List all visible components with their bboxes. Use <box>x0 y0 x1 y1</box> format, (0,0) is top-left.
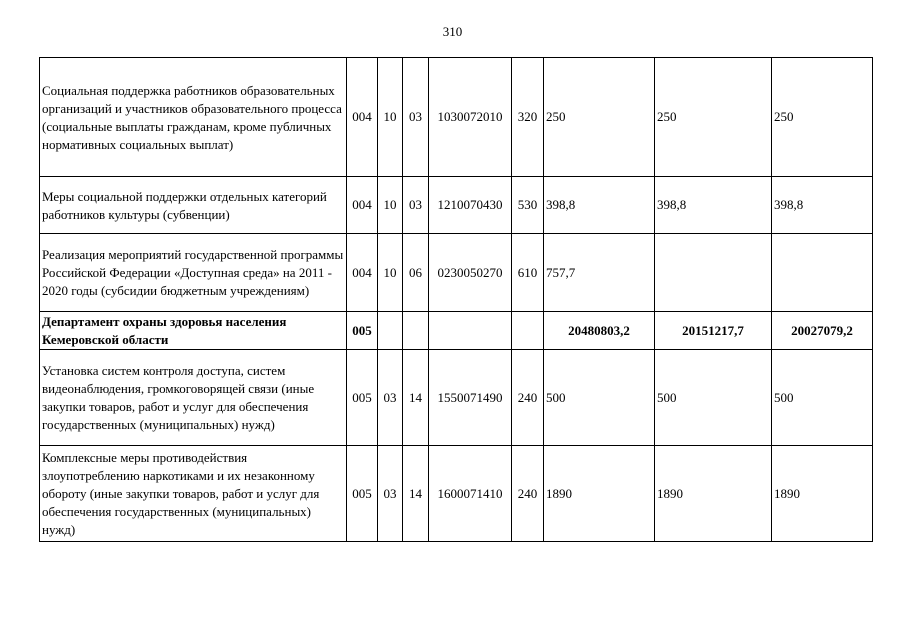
table-row <box>40 446 873 542</box>
section-code: 10 <box>378 58 403 177</box>
row-name: Комплексные меры противодействия злоупотреблению наркотиками и их незаконному обороту (иные закупки товаров, работ и услуг для обеспечения государственных (муниципальных) нужд) <box>40 446 347 542</box>
expense-type-code <box>512 312 544 350</box>
table-row <box>40 177 873 234</box>
table-row <box>40 58 873 177</box>
table-row-department <box>40 312 873 350</box>
target-article-code: 1600071410 <box>429 446 512 542</box>
section-code: 10 <box>378 234 403 312</box>
ministry-code: 005 <box>347 350 378 446</box>
expense-type-code: 610 <box>512 234 544 312</box>
amount-year-3: 1890 <box>772 446 873 542</box>
subsection-code: 03 <box>403 58 429 177</box>
target-article-code <box>429 312 512 350</box>
amount-year-1: 757,7 <box>544 234 655 312</box>
target-article-code: 1550071490 <box>429 350 512 446</box>
budget-table <box>39 57 873 542</box>
expense-type-code: 530 <box>512 177 544 234</box>
amount-year-3: 250 <box>772 58 873 177</box>
amount-year-1: 500 <box>544 350 655 446</box>
table-row <box>40 234 873 312</box>
amount-year-1: 1890 <box>544 446 655 542</box>
amount-year-2: 1890 <box>655 446 772 542</box>
ministry-code: 004 <box>347 234 378 312</box>
row-name: Меры социальной поддержки отдельных категорий работников культуры (субвенции) <box>40 177 347 234</box>
amount-year-3: 500 <box>772 350 873 446</box>
row-name: Установка систем контроля доступа, систем видеонаблюдения, громкоговорящей связи (иные закупки товаров, работ и услуг для обеспечения государственных (муниципальных) нужд) <box>40 350 347 446</box>
ministry-code: 004 <box>347 177 378 234</box>
amount-year-2: 398,8 <box>655 177 772 234</box>
section-code: 03 <box>378 350 403 446</box>
ministry-code: 005 <box>347 446 378 542</box>
row-name: Реализация мероприятий государственной программы Российской Федерации «Доступная среда» на 2011 - 2020 годы (субсидии бюджетным учреждениям) <box>40 234 347 312</box>
target-article-code: 0230050270 <box>429 234 512 312</box>
amount-year-3: 20027079,2 <box>772 312 873 350</box>
subsection-code: 06 <box>403 234 429 312</box>
target-article-code: 1210070430 <box>429 177 512 234</box>
amount-year-3: 398,8 <box>772 177 873 234</box>
row-name: Департамент охраны здоровья населения Кемеровской области <box>40 312 347 350</box>
table-row <box>40 350 873 446</box>
amount-year-2: 250 <box>655 58 772 177</box>
ministry-code: 005 <box>347 312 378 350</box>
amount-year-3 <box>772 234 873 312</box>
target-article-code: 1030072010 <box>429 58 512 177</box>
section-code: 10 <box>378 177 403 234</box>
subsection-code <box>403 312 429 350</box>
subsection-code: 14 <box>403 350 429 446</box>
amount-year-1: 20480803,2 <box>544 312 655 350</box>
expense-type-code: 240 <box>512 350 544 446</box>
amount-year-1: 398,8 <box>544 177 655 234</box>
amount-year-2 <box>655 234 772 312</box>
amount-year-2: 500 <box>655 350 772 446</box>
subsection-code: 14 <box>403 446 429 542</box>
section-code <box>378 312 403 350</box>
subsection-code: 03 <box>403 177 429 234</box>
ministry-code: 004 <box>347 58 378 177</box>
page-number: 310 <box>442 24 463 39</box>
row-name: Социальная поддержка работников образовательных организаций и участников образовательного процесса (социальные выплаты гражданам, кроме публичных нормативных социальных выплат) <box>40 58 347 177</box>
amount-year-1: 250 <box>544 58 655 177</box>
amount-year-2: 20151217,7 <box>655 312 772 350</box>
section-code: 03 <box>378 446 403 542</box>
expense-type-code: 240 <box>512 446 544 542</box>
expense-type-code: 320 <box>512 58 544 177</box>
